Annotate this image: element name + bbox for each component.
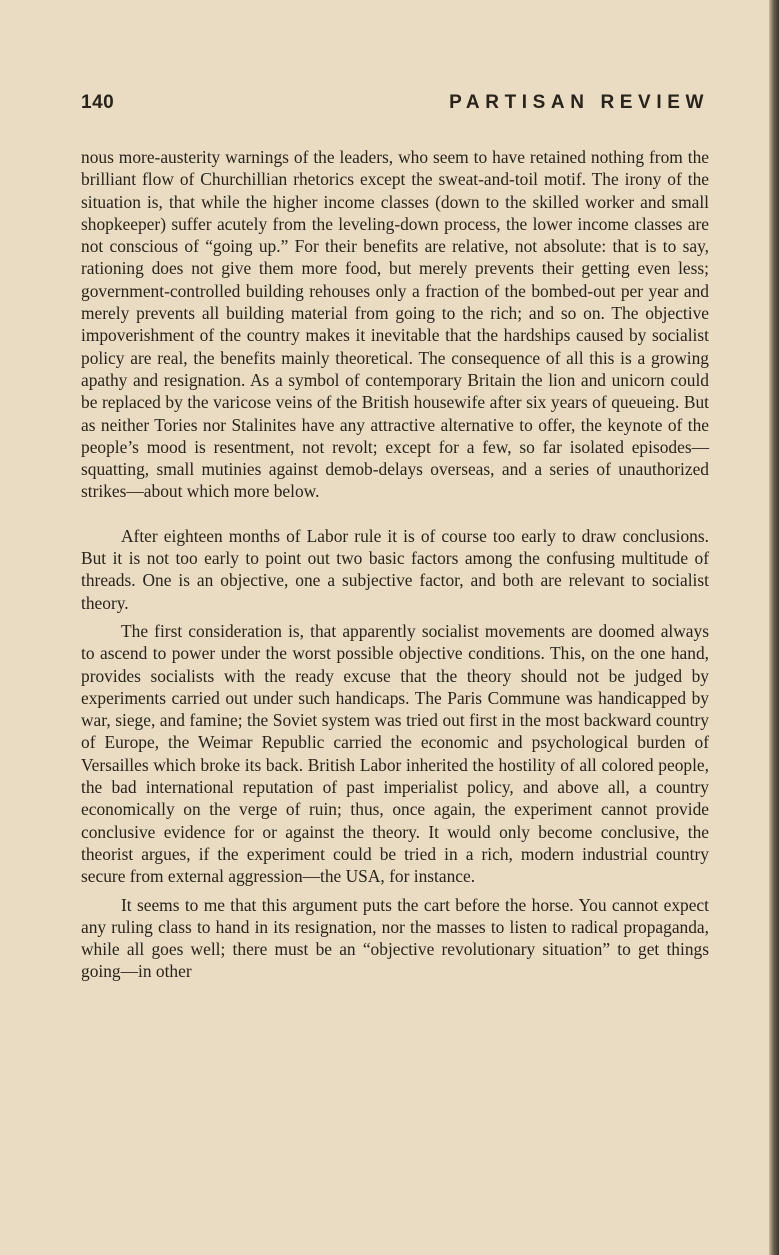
paragraph-first-consideration: The first consideration is, that apparently socialist movements are doomed always to ascend to power under the worst possible objective conditions. This, on the one hand, provides socialists with the ready excuse that the theory should not be judged by experiments carried out under such handicaps. The Paris Commune was handicapped by war, siege, and famine; the Soviet system was tried out first in the most backward country of Europe, the Weimar Republic carried the economic and psychological burden of Versailles which broke its back. British Labor inherited the hostility of all colored people, the bad international reputation of past imperialist policy, and above all, a country economically on the verge of ruin; thus, once again, the experiment cannot provide conclusive evidence for or against the theory. It would only become conclusive, the theorist argues, if the experiment could be tried in a rich, modern industrial country secure from external aggression—the USA, for instance.: [81, 620, 709, 887]
running-title: PARTISAN REVIEW: [449, 92, 709, 113]
page-header: [81, 92, 709, 120]
page-edge-shadow: [769, 0, 779, 1255]
paragraph-continuation: nous more-austerity warnings of the leaders, who seem to have retained nothing from the brilliant flow of Churchillian rhetorics except the sweat-and-toil motif. The irony of the situation is, that while the higher income classes (down to the skilled worker and small shopkeeper) suffer acutely from the leveling-down process, the lower income classes are not conscious of “going up.” For their benefits are relative, not absolute: that is to say, rationing does not give them more food, but merely prevents their getting even less; government-controlled building rehouses only a fraction of the bombed-out per year and merely prevents all building material from going to the rich; and so on. The objective impoverishment of the country makes it inevitable that the hardships caused by socialist policy are real, the benefits mainly theoretical. The consequence of all this is a growing apathy and resignation. As a symbol of contemporary Britain the lion and unicorn could be replaced by the varicose veins of the British housewife after six years of queueing. But as neither Tories nor Stalinites have any attractive alternative to offer, the keynote of the people’s mood is resentment, not revolt; except for a few, so far isolated episodes—squatting, small mutinies against demob-delays overseas, and a series of unauthorized strikes—about which more below.: [81, 147, 709, 502]
paragraph-labor-rule: After eighteen months of Labor rule it is of course too early to draw conclusions. But it is not too early to point out two basic factors among the confusing multitude of threads. One is an objective, one a subjective factor, and both are relevant to socialist theory.: [81, 525, 709, 613]
article-body: [81, 146, 709, 983]
page-number: 140: [81, 92, 115, 113]
paragraph-cart-before-horse: It seems to me that this argument puts the cart before the horse. You cannot expect any ruling class to hand in its resignation, nor the masses to listen to radical propaganda, while all goes well; there must be an “objective revolutionary situation” to get things going—in other: [81, 894, 709, 982]
